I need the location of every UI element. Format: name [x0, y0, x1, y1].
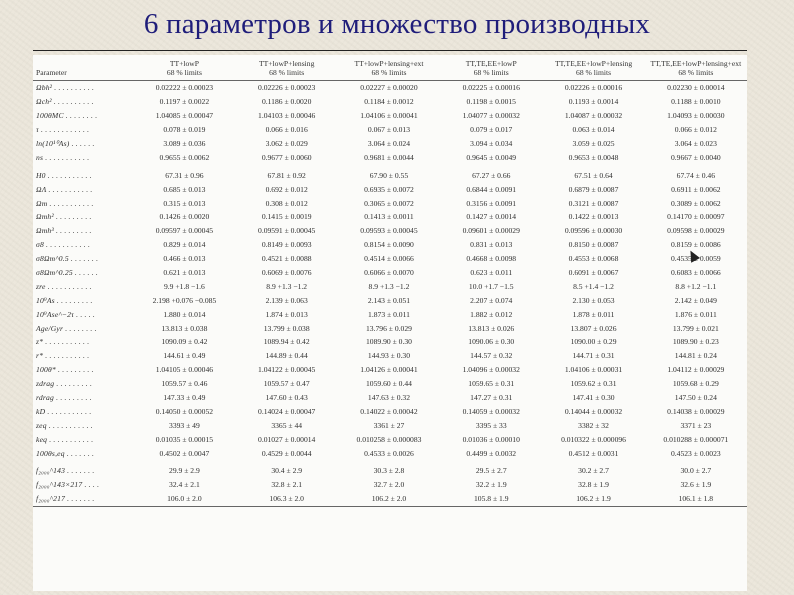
parameter-value: 0.066 ± 0.016	[265, 125, 308, 135]
parameter-value: 144.81 ± 0.24	[674, 351, 717, 361]
table-row	[33, 95, 747, 109]
parameter-value: 13.796 ± 0.029	[366, 323, 412, 333]
parameter-value: 0.831 ± 0.013	[470, 240, 513, 250]
table-row	[33, 137, 747, 151]
parameter-value: 0.9655 ± 0.0062	[159, 152, 210, 162]
parameter-value: 0.14044 ± 0.00032	[564, 406, 623, 416]
parameter-value: 0.621 ± 0.013	[163, 268, 206, 278]
parameter-value: 0.14170 ± 0.00097	[667, 212, 725, 222]
parameter-value: 1.04112 ± 0.00029	[667, 365, 725, 375]
parameter-value: 30.0 ± 2.7	[680, 466, 712, 476]
parameter-value: 144.93 ± 0.30	[367, 351, 411, 361]
parameter-value: 2.139 ± 0.063	[265, 295, 308, 305]
parameter-name: 100θ* . . . . . . . . .	[36, 365, 94, 375]
parameter-value: 144.57 ± 0.32	[470, 351, 513, 361]
parameter-name: τ . . . . . . . . . . . .	[36, 125, 90, 135]
parameter-value: 0.6844 ± 0.0091	[466, 184, 517, 194]
parameter-value: 106.1 ± 1.8	[645, 492, 747, 506]
parameter-value: 0.4533 ± 0.0026	[364, 448, 414, 458]
parameter-value: 1.04093 ± 0.00030	[667, 111, 725, 121]
table-row	[33, 81, 747, 95]
parameter-value: 3.064 ± 0.024	[367, 139, 411, 148]
parameter-value: 0.8150 ± 0.0087	[568, 240, 619, 250]
parameter-value: 0.09593 ± 0.00045	[360, 226, 418, 236]
parameter-value: 0.3089 ± 0.0062	[670, 198, 721, 208]
parameter-value: 0.4502 ± 0.0047	[159, 448, 210, 458]
parameter-name: f₂₀₀₀^143×217 . . . .	[36, 480, 100, 490]
parameter-value: 1.04122 ± 0.00045	[258, 365, 316, 375]
parameter-value: 1059.68 ± 0.29	[672, 379, 719, 389]
column-header: TT,TE,EE+lowP	[465, 59, 517, 68]
column-subheader: 68 % limits	[338, 68, 440, 81]
parameter-value: 144.71 ± 0.31	[572, 351, 615, 361]
parameter-value: 3365 ± 44	[271, 420, 303, 430]
parameter-value: 0.623 ± 0.011	[470, 268, 513, 278]
parameter-value: 2.143 ± 0.051	[367, 295, 411, 305]
parameter-name: ΩΛ . . . . . . . . . . .	[36, 184, 93, 194]
parameter-value: 30.4 ± 2.9	[271, 466, 303, 476]
parameter-value: 0.315 ± 0.013	[163, 198, 206, 208]
parameter-value: 0.09591 ± 0.00045	[258, 226, 316, 236]
parameter-value: 8.9 +1.3 −1.2	[368, 281, 410, 291]
parameter-value: 0.3121 ± 0.0087	[568, 198, 619, 208]
table-row	[33, 164, 747, 182]
table-row	[33, 238, 747, 252]
parameter-value: 10.0 +1.7 −1.5	[468, 281, 514, 291]
parameter-name: σ8 . . . . . . . . . . .	[36, 240, 91, 250]
parameters-table-image	[33, 55, 747, 591]
table-row	[33, 279, 747, 293]
parameter-value: 1.880 ± 0.014	[163, 309, 206, 319]
parameter-name: zdrag . . . . . . . . .	[36, 379, 93, 389]
parameter-value: 2.142 ± 0.049	[674, 295, 717, 305]
parameter-name: 100θs,eq . . . . . . .	[36, 448, 95, 458]
parameter-name: z* . . . . . . . . . . .	[36, 337, 90, 347]
parameter-value: 0.14022 ± 0.00042	[360, 406, 418, 416]
parameter-value: 30.2 ± 2.7	[578, 466, 609, 476]
table-row	[33, 307, 747, 321]
parameter-value: 147.27 ± 0.31	[470, 393, 513, 403]
parameter-value: 3395 ± 33	[475, 420, 507, 430]
table-header-row	[33, 55, 747, 68]
parameter-name: f₂₀₀₀^217 . . . . . . .	[33, 492, 133, 506]
parameter-value: 0.4514 ± 0.0066	[364, 254, 414, 264]
parameter-value: 106.3 ± 2.0	[236, 492, 338, 506]
parameter-value: 1089.90 ± 0.30	[366, 337, 412, 347]
parameter-value: 8.9 +1.3 −1.2	[266, 281, 308, 291]
parameter-value: 3.089 ± 0.036	[163, 139, 206, 148]
parameter-value: 32.8 ± 2.1	[271, 480, 303, 490]
column-subheader: 68 % limits	[542, 68, 644, 81]
column-subheader: 68 % limits	[133, 68, 235, 81]
parameter-value: 0.14038 ± 0.00029	[667, 406, 725, 416]
parameter-name: r* . . . . . . . . . . .	[36, 351, 90, 361]
parameter-value: 0.1184 ± 0.0012	[364, 97, 414, 107]
parameter-value: 3.059 ± 0.025	[572, 139, 615, 148]
table-row	[33, 252, 747, 266]
parameter-value: 1089.94 ± 0.42	[263, 337, 310, 347]
table-row	[33, 446, 747, 460]
parameter-value: 1.04106 ± 0.00041	[360, 111, 418, 121]
parameter-value: 106.2 ± 2.0	[338, 492, 440, 506]
table-body	[33, 81, 747, 507]
parameter-name: H0 . . . . . . . . . . .	[36, 170, 92, 180]
parameter-value: 8.8 +1.2 −1.1	[675, 281, 717, 291]
parameter-value: 105.8 ± 1.9	[440, 492, 542, 506]
title-underline	[33, 50, 747, 51]
parameter-value: 0.09598 ± 0.00029	[667, 226, 725, 236]
parameter-value: 67.81 ± 0.92	[267, 170, 306, 180]
parameter-value: 0.1427 ± 0.0014	[466, 212, 517, 222]
parameter-value: 32.2 ± 1.9	[475, 480, 507, 490]
parameter-value: 1090.00 ± 0.29	[570, 337, 617, 347]
parameter-value: 1059.65 ± 0.31	[468, 379, 515, 389]
parameter-value: 1.882 ± 0.012	[470, 309, 513, 319]
table-subheader-row	[33, 68, 747, 81]
parameter-value: 1059.60 ± 0.44	[366, 379, 412, 389]
parameter-name: ln(10¹⁰As) . . . . . .	[36, 139, 95, 148]
parameters-table	[33, 55, 747, 507]
parameter-value: 0.8154 ± 0.0090	[364, 240, 414, 250]
table-row	[33, 349, 747, 363]
parameter-name: 100θMC . . . . . . . .	[36, 111, 98, 121]
parameter-value: 0.829 ± 0.014	[163, 240, 206, 250]
parameter-value: 0.1413 ± 0.0011	[364, 212, 414, 222]
column-subheader: 68 % limits	[645, 68, 747, 81]
parameter-value: 0.067 ± 0.013	[367, 125, 411, 135]
table-row	[33, 293, 747, 307]
table-row	[33, 109, 747, 123]
parameter-value: 2.130 ± 0.053	[572, 295, 615, 305]
parameter-value: 0.4521 ± 0.0088	[261, 254, 312, 264]
parameter-value: 9.9 +1.8 −1.6	[163, 281, 205, 291]
parameter-value: 0.9681 ± 0.0044	[364, 152, 414, 162]
parameter-value: 106.0 ± 2.0	[133, 492, 235, 506]
table-row	[33, 492, 747, 506]
parameter-value: 3393 ± 49	[169, 420, 200, 430]
parameter-value: 0.02226 ± 0.00016	[564, 83, 623, 93]
parameter-value: 144.89 ± 0.44	[265, 351, 308, 361]
parameter-value: 29.5 ± 2.7	[475, 466, 507, 476]
parameter-value: 13.813 ± 0.026	[468, 323, 515, 333]
parameter-value: 0.8159 ± 0.0086	[670, 240, 721, 250]
parameter-value: 0.9677 ± 0.0060	[261, 152, 312, 162]
parameter-value: 106.2 ± 1.9	[542, 492, 644, 506]
parameter-value: 1.04077 ± 0.00032	[462, 111, 520, 121]
parameter-name: zre . . . . . . . . . . .	[36, 281, 92, 291]
parameter-name: Ωbh² . . . . . . . . . .	[36, 83, 95, 93]
parameter-value: 67.74 ± 0.46	[676, 170, 715, 180]
parameter-value: 0.1422 ± 0.0013	[568, 212, 619, 222]
parameter-value: 0.010258 ± 0.000083	[356, 434, 422, 444]
parameter-value: 67.27 ± 0.66	[472, 170, 511, 180]
table-row	[33, 363, 747, 377]
parameter-value: 0.066 ± 0.012	[674, 125, 717, 135]
parameter-value: 0.466 ± 0.013	[163, 254, 206, 264]
table-row	[33, 210, 747, 224]
parameter-value: 1.04106 ± 0.00031	[564, 365, 623, 375]
parameter-value: 0.4553 ± 0.0068	[568, 254, 619, 264]
parameter-value: 0.1198 ± 0.0015	[466, 97, 516, 107]
column-header: TT,TE,EE+lowP+lensing	[554, 59, 633, 68]
table-row	[33, 321, 747, 335]
parameter-value: 1.04105 ± 0.00046	[155, 365, 214, 375]
parameter-value: 147.41 ± 0.30	[572, 393, 615, 403]
parameter-value: 67.31 ± 0.96	[165, 170, 204, 180]
parameter-value: 67.90 ± 0.55	[369, 170, 409, 180]
parameter-name: Age/Gyr . . . . . . . .	[36, 323, 97, 333]
parameter-value: 3.064 ± 0.023	[674, 139, 717, 148]
parameter-value: 1.874 ± 0.013	[265, 309, 308, 319]
parameter-value: 0.9645 ± 0.0049	[466, 152, 517, 162]
column-header: TT+lowP+lensing+ext	[354, 59, 424, 68]
parameter-value: 0.308 ± 0.012	[265, 198, 308, 208]
parameter-value: 0.9653 ± 0.0048	[568, 152, 619, 162]
parameter-value: 30.3 ± 2.8	[373, 466, 405, 476]
parameter-value: 32.8 ± 1.9	[578, 480, 609, 490]
parameter-value: 32.6 ± 1.9	[680, 480, 712, 490]
parameter-value: 0.14050 ± 0.00052	[155, 406, 214, 416]
table-row	[33, 377, 747, 391]
column-header	[33, 55, 133, 68]
parameter-value: 1.878 ± 0.011	[572, 309, 615, 319]
table-row	[33, 182, 747, 196]
parameter-value: 13.799 ± 0.021	[672, 323, 719, 333]
parameter-name: 10⁹As . . . . . . . . .	[36, 295, 93, 305]
parameter-value: 0.6066 ± 0.0070	[364, 268, 414, 278]
parameter-value: 1059.57 ± 0.46	[161, 379, 208, 389]
parameter-value: 147.60 ± 0.43	[265, 393, 308, 403]
parameter-value: 2.207 ± 0.074	[470, 295, 513, 305]
parameter-value: 0.09596 ± 0.00030	[564, 226, 623, 236]
parameter-value: 1.04087 ± 0.00032	[564, 111, 623, 121]
parameter-value: 0.063 ± 0.014	[572, 125, 615, 135]
parameter-value: 1059.62 ± 0.31	[570, 379, 617, 389]
parameter-value: 1059.57 ± 0.47	[263, 379, 310, 389]
parameter-value: 0.010322 ± 0.000096	[561, 434, 626, 444]
parameter-value: 144.61 ± 0.49	[163, 351, 206, 361]
parameter-value: 1.04103 ± 0.00046	[258, 111, 316, 121]
parameter-value: 0.02226 ± 0.00023	[258, 83, 316, 93]
column-subheader: 68 % limits	[440, 68, 542, 81]
parameter-value: 0.1415 ± 0.0019	[261, 212, 312, 222]
table-row	[33, 418, 747, 432]
column-header: TT+lowP	[169, 59, 199, 68]
parameter-value: 0.4499 ± 0.0032	[466, 448, 517, 458]
parameter-value: 1090.09 ± 0.42	[161, 337, 208, 347]
parameter-value: 13.813 ± 0.038	[161, 323, 208, 333]
parameter-value: 0.6911 ± 0.0062	[671, 184, 721, 194]
parameter-value: 0.02230 ± 0.00014	[667, 83, 725, 93]
parameter-value: 0.8149 ± 0.0093	[261, 240, 312, 250]
parameter-name: Ωm . . . . . . . . . . .	[36, 198, 94, 208]
parameter-value: 2.198 +0.076 −0.085	[152, 295, 217, 305]
parameter-value: 0.14059 ± 0.00032	[462, 406, 520, 416]
parameter-value: 0.3156 ± 0.0091	[466, 198, 517, 208]
parameter-value: 0.9667 ± 0.0040	[670, 152, 721, 162]
parameter-value: 0.1186 ± 0.0020	[261, 97, 312, 107]
parameter-value: 13.807 ± 0.026	[570, 323, 617, 333]
parameter-value: 0.4523 ± 0.0023	[670, 448, 721, 458]
parameter-value: 1089.90 ± 0.23	[672, 337, 719, 347]
column-header: TT,TE,EE+lowP+lensing+ext	[650, 59, 742, 68]
parameter-name: σ8Ωm^0.25 . . . . . .	[36, 268, 98, 278]
table-row	[33, 150, 747, 164]
table-row	[33, 478, 747, 492]
parameter-value: 32.4 ± 2.1	[169, 480, 200, 490]
parameter-value: 147.33 ± 0.49	[163, 393, 206, 403]
parameter-value: 0.3065 ± 0.0072	[364, 198, 414, 208]
parameter-value: 0.685 ± 0.013	[163, 184, 206, 194]
parameter-value: 13.799 ± 0.038	[263, 323, 310, 333]
table-row	[33, 391, 747, 405]
parameter-value: 0.4535 ± 0.0059	[670, 254, 721, 264]
parameter-value: 147.50 ± 0.24	[674, 393, 717, 403]
table-row	[33, 404, 747, 418]
parameter-value: 3.094 ± 0.034	[470, 139, 513, 148]
parameter-value: 3361 ± 27	[373, 420, 405, 430]
column-subheader: 68 % limits	[236, 68, 338, 81]
parameter-name: rdrag . . . . . . . . .	[36, 393, 92, 403]
parameter-value: 0.02225 ± 0.00016	[462, 83, 520, 93]
parameter-name: kD . . . . . . . . . . .	[36, 406, 92, 416]
parameter-value: 1.876 ± 0.011	[674, 309, 717, 319]
parameter-value: 0.1193 ± 0.0014	[568, 97, 619, 107]
parameter-value: 1090.06 ± 0.30	[468, 337, 515, 347]
parameter-value: 0.4512 ± 0.0031	[568, 448, 619, 458]
parameter-value: 0.1188 ± 0.0010	[671, 97, 721, 107]
parameter-value: 0.14024 ± 0.00047	[258, 406, 316, 416]
parameter-value: 0.1197 ± 0.0022	[159, 97, 210, 107]
parameter-value: 32.7 ± 2.0	[373, 480, 405, 490]
parameter-value: 67.51 ± 0.64	[574, 170, 613, 180]
parameter-name: ns . . . . . . . . . . .	[36, 152, 90, 162]
parameter-value: 0.6069 ± 0.0076	[261, 268, 312, 278]
parameter-value: 1.04126 ± 0.00041	[360, 365, 418, 375]
parameter-value: 1.04085 ± 0.00047	[155, 111, 214, 121]
parameter-value: 0.01036 ± 0.00010	[462, 434, 520, 444]
parameter-name: σ8Ωm^0.5 . . . . . . .	[36, 254, 99, 264]
parameter-value: 1.873 ± 0.011	[368, 309, 410, 319]
parameter-name: Ωmh² . . . . . . . . .	[36, 212, 92, 222]
table-row	[33, 196, 747, 210]
parameter-name: zeq . . . . . . . . . . .	[36, 420, 93, 430]
parameter-value: 0.01027 ± 0.00014	[258, 434, 316, 444]
parameter-value: 0.6091 ± 0.0067	[568, 268, 619, 278]
parameter-value: 0.1426 ± 0.0020	[159, 212, 210, 222]
parameter-value: 3382 ± 32	[578, 420, 609, 430]
slide-title: 6 параметров и множество производных	[143, 8, 651, 40]
parameter-name: 10⁹Ase^−2τ . . . . .	[36, 309, 96, 319]
parameter-value: 0.6083 ± 0.0066	[670, 268, 721, 278]
parameter-value: 1.04096 ± 0.00032	[462, 365, 520, 375]
table-row	[33, 432, 747, 446]
parameter-value: 0.692 ± 0.012	[265, 184, 308, 194]
parameter-value: 0.09601 ± 0.00029	[462, 226, 520, 236]
parameter-value: 0.02227 ± 0.00020	[360, 83, 418, 93]
parameter-name: keq . . . . . . . . . . .	[36, 434, 94, 444]
table-row	[33, 224, 747, 238]
parameter-name: Ωch² . . . . . . . . . .	[36, 97, 94, 107]
parameter-value: 0.01035 ± 0.00015	[155, 434, 214, 444]
parameter-value: 0.4529 ± 0.0044	[261, 448, 312, 458]
parameter-value: 29.9 ± 2.9	[169, 466, 200, 476]
parameter-value: 0.6935 ± 0.0072	[364, 184, 414, 194]
table-row	[33, 335, 747, 349]
table-row	[33, 460, 747, 478]
table-row	[33, 123, 747, 137]
parameter-value: 3.062 ± 0.029	[265, 139, 308, 148]
parameter-value: 0.010288 ± 0.000071	[663, 434, 729, 444]
parameter-value: 0.09597 ± 0.00045	[155, 226, 214, 236]
parameter-name: f₂₀₀₀^143 . . . . . . .	[36, 466, 95, 476]
column-header: TT+lowP+lensing	[258, 59, 315, 68]
parameter-name: Ωmh³ . . . . . . . . .	[36, 226, 92, 236]
parameter-value: 0.079 ± 0.017	[470, 125, 513, 135]
parameter-value: 8.5 +1.4 −1.2	[573, 281, 614, 291]
table-row	[33, 266, 747, 280]
parameter-value: 0.4668 ± 0.0098	[466, 254, 517, 264]
column-header-parameter: Parameter	[33, 68, 133, 81]
parameter-value: 0.02222 ± 0.00023	[155, 83, 214, 93]
parameter-value: 0.078 ± 0.019	[163, 125, 206, 135]
parameter-value: 3371 ± 23	[680, 420, 712, 430]
parameter-value: 147.63 ± 0.32	[367, 393, 411, 403]
parameter-value: 0.6879 ± 0.0087	[568, 184, 619, 194]
